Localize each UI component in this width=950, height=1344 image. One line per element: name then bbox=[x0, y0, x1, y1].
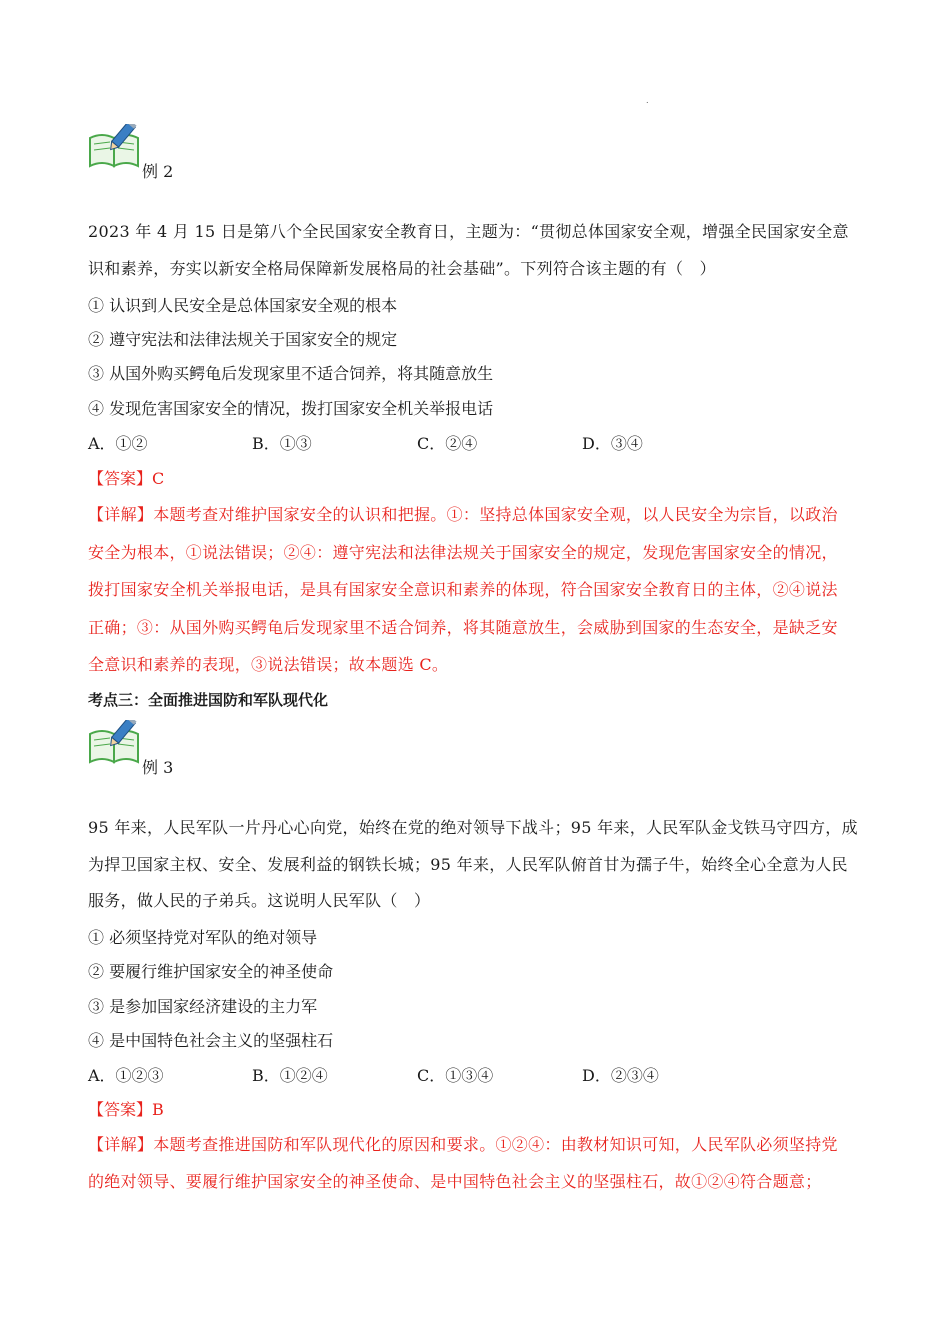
section-3-title: 考点三：全面推进国防和军队现代化 bbox=[88, 691, 329, 709]
example-2-option-d: D．③④ bbox=[582, 434, 643, 453]
example-2-statement: ③ 从国外购买鳄龟后发现家里不适合饲养，将其随意放生 bbox=[88, 364, 494, 383]
example-2-option-b: B．①③ bbox=[252, 434, 312, 453]
example-3-option-c: C．①③④ bbox=[417, 1066, 494, 1085]
example-2-explanation-line: 正确；③：从国外购买鳄龟后发现家里不适合饲养，将其随意放生，会威胁到国家的生态安全，是缺乏安 bbox=[88, 618, 838, 637]
example-3-explanation-line: 【详解】本题考查推进国防和军队现代化的原因和要求。①②④：由教材知识可知，人民军队必须坚持党 bbox=[88, 1135, 838, 1154]
example-2-question-line: 识和素养，夯实以新安全格局保障新发展格局的社会基础”。下列符合该主题的有（ ） bbox=[88, 259, 716, 278]
example-3-question-line: 95 年来，人民军队一片丹心心向党，始终在党的绝对领导下战斗；95 年来，人民军队金戈铁马守四方，成 bbox=[88, 818, 858, 837]
example-3-option-a: A．①②③ bbox=[88, 1066, 164, 1085]
example-3-label: 例 3 bbox=[142, 758, 174, 777]
example-3-statement: ③ 是参加国家经济建设的主力军 bbox=[88, 997, 318, 1016]
example-3-answer: 【答案】B bbox=[88, 1100, 164, 1119]
example-3-question-line: 服务，做人民的子弟兵。这说明人民军队（ ） bbox=[88, 891, 431, 910]
example-3-statement: ④ 是中国特色社会主义的坚强柱石 bbox=[88, 1031, 334, 1050]
example-2-statement: ① 认识到人民安全是总体国家安全观的根本 bbox=[88, 296, 398, 315]
example-2-statement: ② 遵守宪法和法律法规关于国家安全的规定 bbox=[88, 330, 398, 349]
example-2-option-a: A．①② bbox=[88, 434, 148, 453]
example-3-option-d: D．②③④ bbox=[582, 1066, 659, 1085]
example-3-option-b: B．①②④ bbox=[252, 1066, 328, 1085]
example-2-answer: 【答案】C bbox=[88, 469, 165, 488]
example-2-explanation-line: 【详解】本题考查对维护国家安全的认识和把握。①：坚持总体国家安全观，以人民安全为宗旨，以政治 bbox=[88, 505, 838, 524]
header-mark: . bbox=[646, 96, 649, 105]
example-3-statement: ② 要履行维护国家安全的神圣使命 bbox=[88, 962, 334, 981]
example-2-option-c: C．②④ bbox=[417, 434, 478, 453]
example-2-explanation-line: 全意识和素养的表现，③说法错误；故本题选 C。 bbox=[88, 655, 449, 674]
example-2-question-line: 2023 年 4 月 15 日是第八个全民国家安全教育日，主题为：“贯彻总体国家安全观，增强全民国家安全意 bbox=[88, 222, 849, 241]
example-3-statement: ① 必须坚持党对军队的绝对领导 bbox=[88, 928, 318, 947]
example-3-question-line: 为捍卫国家主权、安全、发展利益的钢铁长城；95 年来，人民军队俯首甘为孺子牛，始终全心全意为人民 bbox=[88, 855, 848, 874]
example-2-explanation-line: 拨打国家安全机关举报电话，是具有国家安全意识和素养的体现，符合国家安全教育日的主体，②④说法 bbox=[88, 580, 838, 599]
example-2-explanation-line: 安全为根本，①说法错误；②④：遵守宪法和法律法规关于国家安全的规定，发现危害国家安全的情况， bbox=[88, 543, 838, 562]
book-pencil-icon bbox=[88, 124, 142, 168]
example-2-label: 例 2 bbox=[142, 162, 174, 181]
example-2-statement: ④ 发现危害国家安全的情况，拨打国家安全机关举报电话 bbox=[88, 399, 494, 418]
example-3-explanation-line: 的绝对领导、要履行维护国家安全的神圣使命、是中国特色社会主义的坚强柱石，故①②④符合题意； bbox=[88, 1172, 822, 1191]
book-pencil-icon bbox=[88, 720, 142, 764]
